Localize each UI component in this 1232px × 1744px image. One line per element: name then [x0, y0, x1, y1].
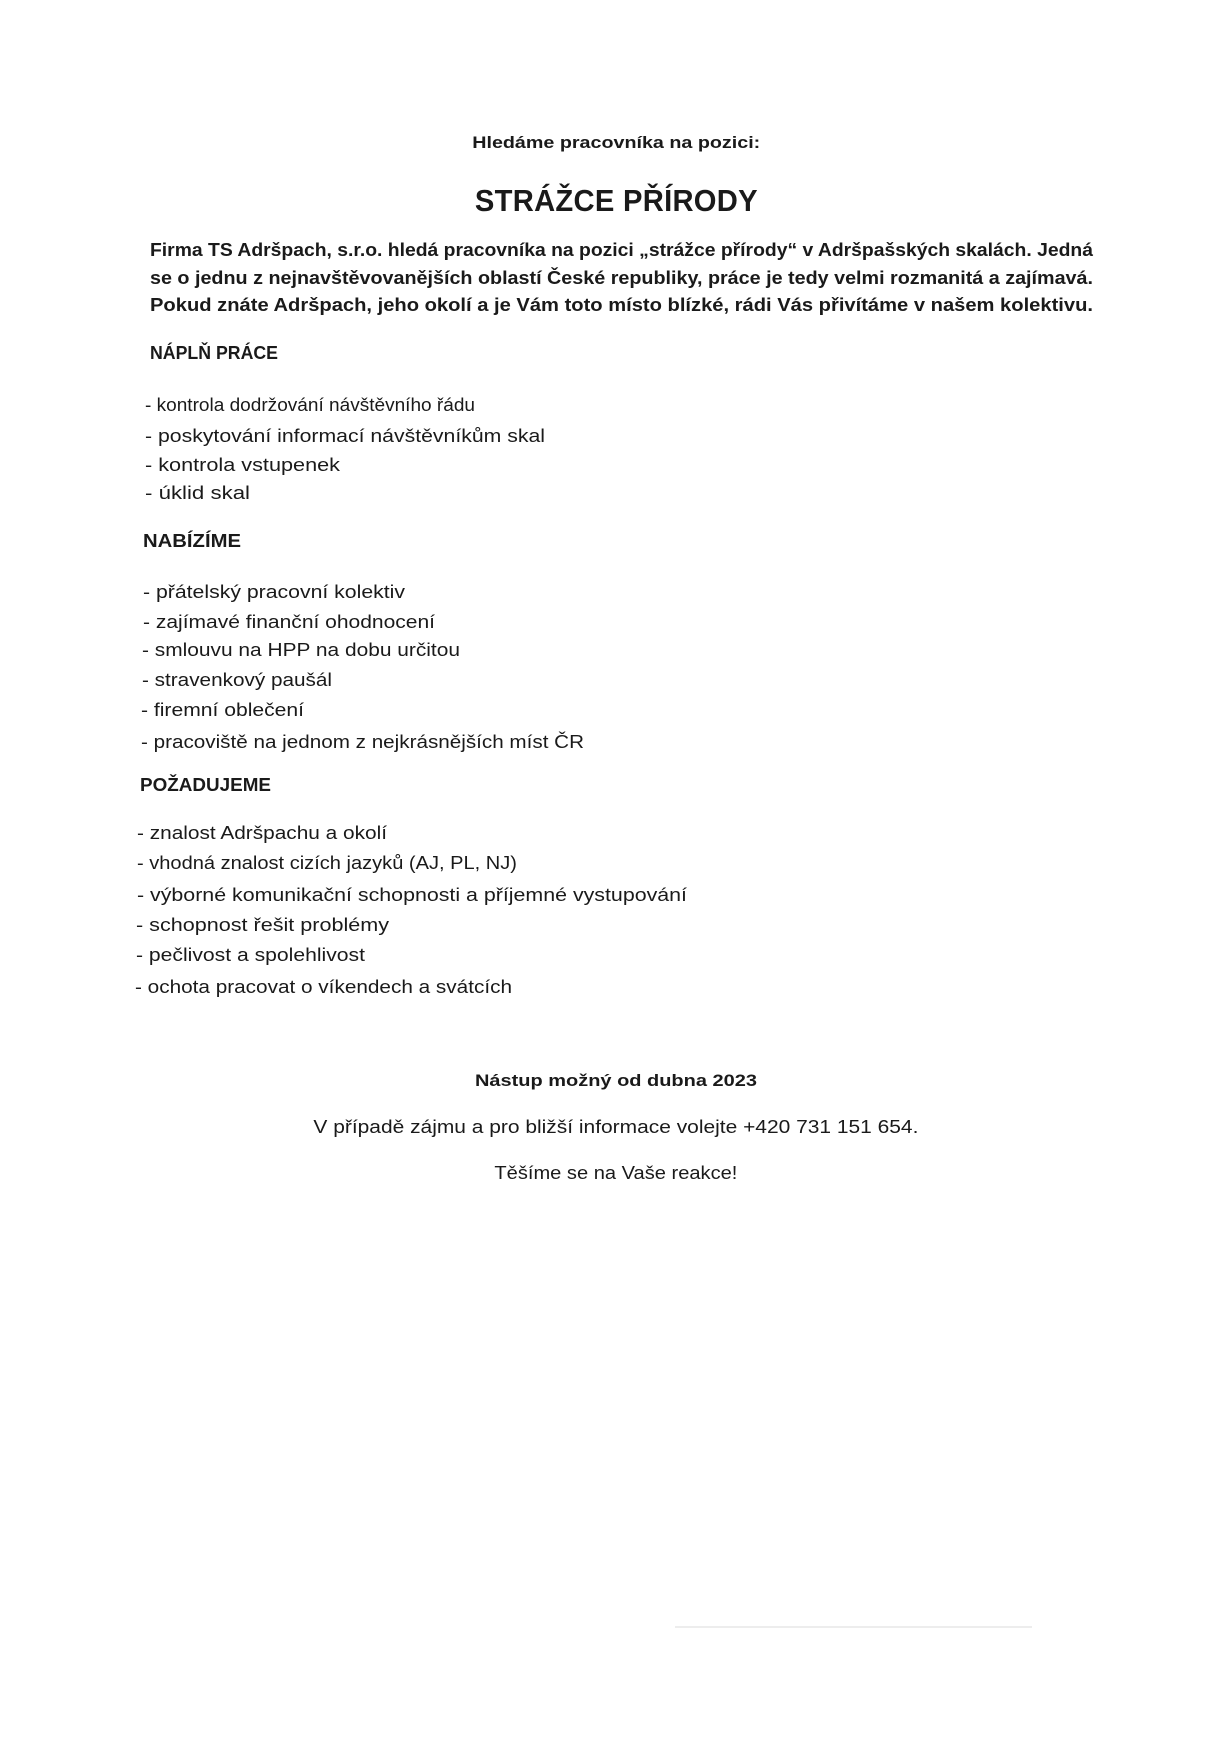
paragraph-line-text: se o jednu z nejnavštěvovanějších oblastí České republiky, práce je tedy velmi rozmanitá a zajímavá. [150, 268, 1093, 288]
list-item-text: - kontrola dodržování návštěvního řádu [145, 395, 475, 415]
list-item [143, 610, 435, 634]
list-item-text: - pečlivost a spolehlivost [136, 945, 365, 965]
list-item-text: - ochota pracovat o víkendech a svátcích [135, 977, 512, 997]
list-item-text: - znalost Adršpachu a okolí [137, 823, 387, 843]
list-item [145, 424, 545, 448]
paragraph-line-text: Firma TS Adršpach, s.r.o. hledá pracovníka na pozici „strážce přírody“ v Adršpašských skalách. Jedná [150, 240, 1093, 260]
scan-artifact-line [675, 1626, 1032, 1628]
start-date [0, 1071, 1232, 1091]
paragraph-line [150, 293, 1093, 317]
paragraph-line [150, 266, 1093, 290]
section-heading [143, 531, 241, 552]
list-item [145, 481, 250, 505]
paragraph-line [150, 238, 1093, 262]
list-item-text: - firemní oblečení [141, 700, 304, 720]
section-heading-text: NÁPLŇ PRÁCE [150, 343, 278, 363]
list-item [135, 975, 512, 999]
paragraph-line-text: Pokud znáte Adršpach, jeho okolí a je Vám toto místo blízké, rádi Vás přivítáme v našem kolektivu. [150, 295, 1093, 315]
section-heading [140, 775, 271, 796]
list-item [145, 453, 340, 477]
page-title [0, 183, 1232, 219]
section-heading-text: NABÍZÍME [143, 531, 241, 551]
section-heading-text: POŽADUJEME [140, 775, 271, 795]
list-item-text: - úklid skal [145, 483, 250, 503]
list-item-text: - schopnost řešit problémy [136, 915, 389, 935]
contact-info [0, 1117, 1232, 1138]
start-date-text: Nástup možný od dubna 2023 [475, 1071, 757, 1090]
list-item [143, 580, 405, 604]
list-item [137, 883, 687, 907]
list-item [141, 730, 584, 754]
list-item [136, 943, 365, 967]
list-item [141, 698, 304, 722]
title-text: STRÁŽCE PŘÍRODY [474, 183, 758, 218]
closing-message: Těšíme se na Vaše reakce! [494, 1163, 738, 1183]
list-item [137, 821, 387, 845]
section-heading [150, 343, 280, 364]
list-item-text: - pracoviště na jednom z nejkrásnějších míst ČR [141, 732, 584, 752]
list-item-text: - poskytování informací návštěvníkům skal [145, 426, 545, 446]
list-item-text: - vhodná znalost cizích jazyků (AJ, PL, NJ) [137, 853, 517, 873]
intro-heading [0, 133, 1232, 153]
list-item [137, 851, 517, 875]
intro-text: Hledáme pracovníka na pozici: [472, 133, 760, 152]
list-item-text: - stravenkový paušál [142, 670, 332, 690]
contact-text: V případě zájmu a pro bližší informace volejte +420 731 151 654. [313, 1117, 919, 1137]
list-item-text: - přátelský pracovní kolektiv [143, 582, 405, 602]
list-item-text: - zajímavé finanční ohodnocení [143, 612, 435, 632]
list-item-text: - výborné komunikační schopnosti a příjemné vystupování [137, 885, 687, 905]
closing-text [0, 1163, 1232, 1184]
list-item [145, 393, 475, 417]
list-item-text: - smlouvu na HPP na dobu určitou [142, 640, 460, 660]
list-item [142, 638, 460, 662]
list-item-text: - kontrola vstupenek [145, 455, 340, 475]
list-item [136, 913, 389, 937]
list-item [142, 668, 332, 692]
